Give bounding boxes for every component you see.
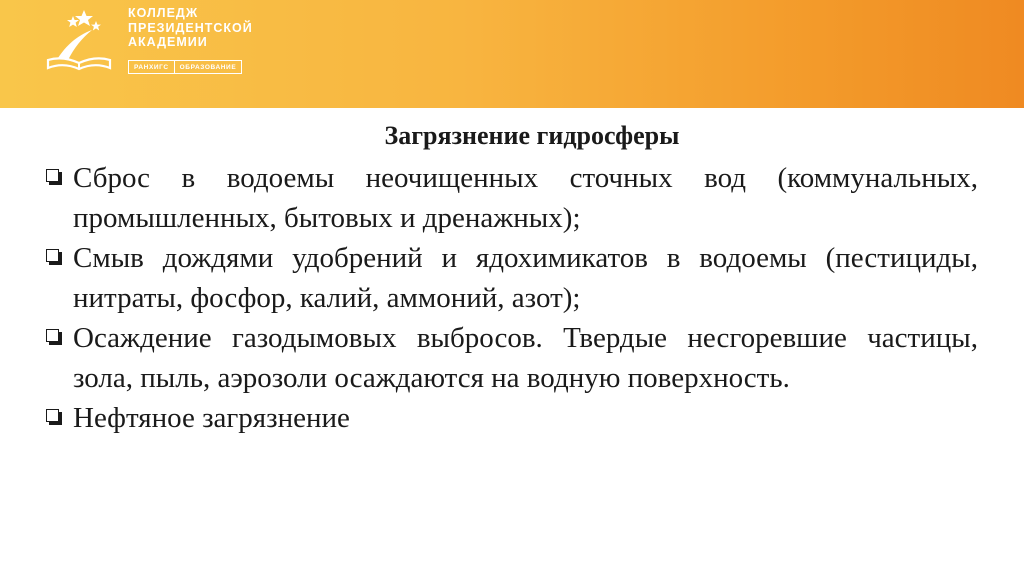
- list-item: [46, 158, 978, 238]
- ranepa-tag-right: ОБРАЗОВАНИЕ: [174, 61, 242, 73]
- college-name-line-3: АКАДЕМИИ: [128, 35, 208, 49]
- ranepa-tag: [128, 60, 242, 74]
- stars-book-logo-icon: [46, 6, 120, 76]
- checkbox-bullet-icon: [46, 409, 66, 424]
- bullet-list: [46, 158, 978, 438]
- college-name-line-1: КОЛЛЕДЖ: [128, 6, 199, 20]
- list-item-text: Осаждение газодымовых выбросов. Твердые несгоревшие частицы, зола, пыль, аэрозоли осаждаются на водную поверхность.: [73, 322, 978, 394]
- header-band: [0, 0, 1024, 108]
- list-item: [46, 238, 978, 318]
- list-item-text: Сброс в водоемы неочищенных сточных вод (коммунальных, промышленных, бытовых и дренажных);: [73, 162, 978, 234]
- checkbox-bullet-icon: [46, 329, 66, 344]
- checkbox-bullet-icon: [46, 249, 66, 264]
- list-item-text: Нефтяное загрязнение: [73, 402, 350, 434]
- checkbox-bullet-icon: [46, 169, 66, 184]
- list-item-text: Смыв дождями удобрений и ядохимикатов в водоемы (пестициды, нитраты, фосфор, калий, аммоний, азот);: [73, 242, 978, 314]
- list-item: [46, 318, 978, 398]
- ranepa-tag-left: РАНХИГС: [134, 63, 169, 71]
- slide-content: [46, 118, 978, 438]
- college-logo: [46, 6, 276, 76]
- slide-title: Загрязнение гидросферы: [384, 121, 680, 150]
- list-item: [46, 398, 978, 438]
- college-name: [128, 6, 253, 50]
- college-name-line-2: ПРЕЗИДЕНТСКОЙ: [128, 20, 253, 35]
